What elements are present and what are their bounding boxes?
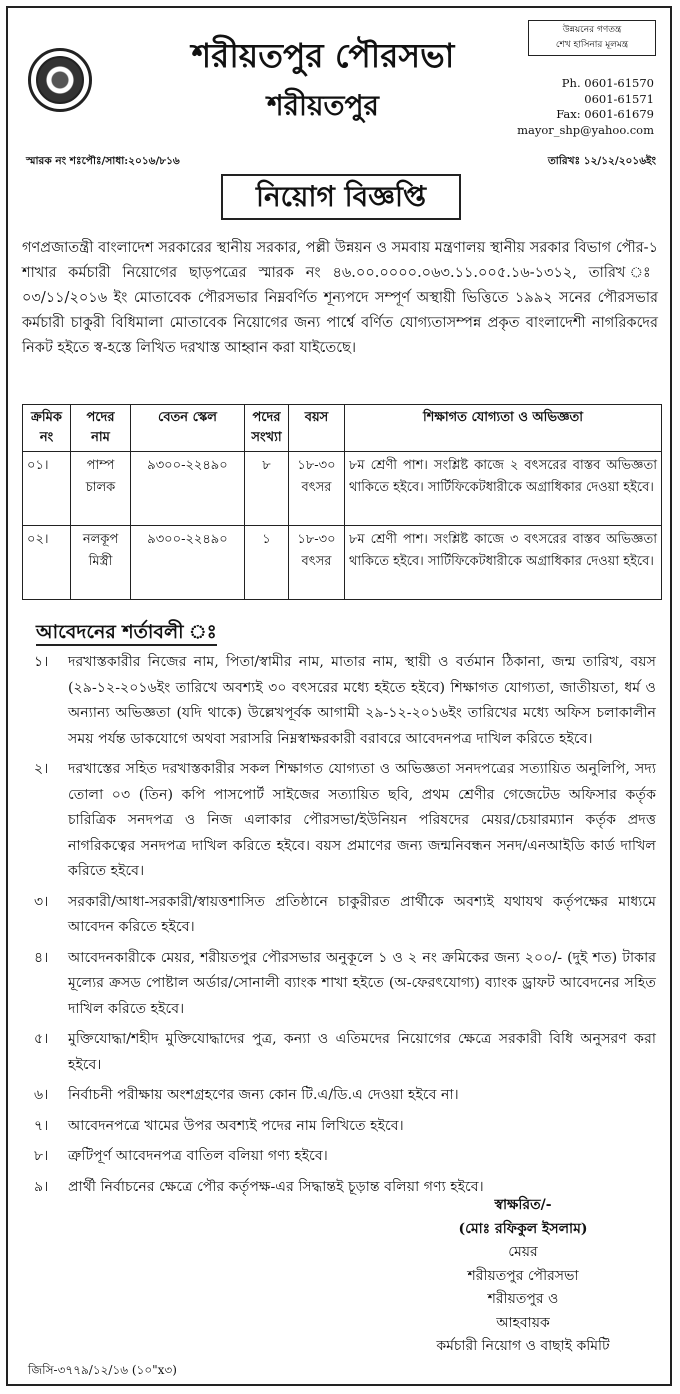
cell-serial: ০১। — [23, 452, 71, 526]
logo-emblem — [36, 56, 84, 104]
gd-code: জিসি-৩৭৭৯/১২/১৬ (১০"x৩) — [28, 1363, 177, 1377]
signatory-title-5: কর্মচারী নিয়োগ ও বাছাই কমিটি — [436, 1338, 610, 1354]
table-row — [23, 452, 662, 526]
cell-qualification: ৮ম শ্রেণী পাশ। সংশ্লিষ্ট কাজে ২ বৎসরের বাস্তব অভিজ্ঞতা থাকিতে হইবে। সার্টিফিকেটধারীকে অগ্রাধিকার দেওয়া হইবে। — [345, 452, 662, 526]
condition-item — [22, 650, 656, 752]
signatory-title-4: আহবায়ক — [496, 1314, 550, 1331]
reference-row — [26, 154, 656, 171]
header-post-line2: নাম — [91, 430, 110, 445]
org-subtitle: শরীয়তপুর — [267, 89, 379, 122]
header-serial — [23, 405, 71, 452]
condition-number: ৪। — [34, 949, 49, 966]
condition-number: ১। — [34, 654, 49, 670]
condition-item — [22, 890, 656, 941]
header-qualification: শিক্ষাগত যোগ্যতা ও অভিজ্ঞতা — [345, 405, 662, 452]
condition-text: দরখাস্তকারীর নিজের নাম, পিতা/স্বামীর নাম, মাতার নাম, স্থায়ী ও বর্তমান ঠিকানা, জন্ম তারিখ, বয়স (২৯-১২-২০১৬ইং তারিখে অবশ্যই ৩০ বৎসরের মধ্যে হইতে হইবে) শিক্ষাগত যোগ্যতা, জাতীয়তা, ধর্ম ও অন্যান্য অভিজ্ঞতা (যদি থাকে) উল্লেখপূর্বক আগামী ২৯-১২-২০১৬ইং তারিখের মধ্যে অফিস চলাকালীন সময় পর্যন্ত ডাকযোগে অথবা সরাসরি নিম্নস্বাক্ষরকারী বরাবরে আবেদনপত্র দাখিল করিতে হইবে। — [68, 654, 656, 747]
cell-post: পাম্প চালক — [71, 452, 131, 526]
header-post-line1: পদের — [86, 410, 115, 425]
municipality-logo — [28, 48, 92, 112]
email: mayor_shp@yahoo.com — [517, 122, 654, 137]
condition-text: আবেদনপত্রে খামের উপর অবশ্যই পদের নাম লিখিতে হইবে। — [68, 1117, 404, 1134]
signatory-title-3: শরীয়তপুর ও — [487, 1291, 559, 1307]
condition-item — [22, 757, 656, 885]
condition-number: ২। — [34, 761, 49, 777]
condition-item — [22, 1144, 656, 1170]
cell-count: ১ — [245, 526, 289, 600]
fax: Fax: 0601-61679 — [556, 107, 654, 121]
slogan-line-2: শেখ হাসিনার মূলমন্ত্র — [555, 40, 629, 50]
conditions-list — [22, 650, 656, 1205]
slogan-box — [528, 20, 656, 56]
cell-post: নলকূপ মিস্ত্রী — [71, 526, 131, 600]
condition-number: ৭। — [34, 1117, 49, 1134]
header-age: বয়স — [289, 405, 345, 452]
table-header-row — [23, 405, 662, 452]
condition-number: ৩। — [34, 893, 49, 910]
condition-text: মুক্তিযোদ্ধা/শহীদ মুক্তিযোদ্ধাদের পুত্র, কন্যা ও এতিমদের নিয়োগের ক্ষেত্রে সরকারী বিধি অনুসরণ করা হইবে। — [68, 1031, 656, 1073]
header-count — [245, 405, 289, 452]
header-post — [71, 405, 131, 452]
signatory-title-2: শরীয়তপুর পৌরসভা — [467, 1267, 579, 1284]
signatory-name: (মোঃ রফিকুল ইসলাম) — [458, 1220, 588, 1237]
signed-label: স্বাক্ষরিত/- — [494, 1197, 552, 1213]
signature-block — [388, 1194, 658, 1359]
cell-age: ১৮-৩০ বৎসর — [289, 526, 345, 600]
condition-item — [22, 946, 656, 1023]
condition-text: প্রার্থী নির্বাচনের ক্ষেত্রে পৌর কর্তৃপক্ষ-এর সিদ্ধান্তই চূড়ান্ত বলিয়া গণ্য হইবে। — [68, 1178, 484, 1195]
condition-number: ৫। — [34, 1031, 49, 1047]
notice-date: তারিখঃ ১২/১২/২০১৬ইং — [547, 155, 656, 167]
cell-scale: ৯৩০০-২২৪৯০ — [131, 452, 245, 526]
notice-title: নিয়োগ বিজ্ঞপ্তি — [221, 174, 461, 220]
header-serial-line2: নং — [39, 430, 54, 445]
notice-page — [6, 6, 672, 1386]
phone-2: 0601-61571 — [584, 91, 654, 106]
condition-item — [22, 1027, 656, 1078]
conditions-title: আবেদনের শর্তাবলী ঃ — [36, 620, 217, 646]
condition-text: ত্রুটিপূর্ণ আবেদনপত্র বাতিল বলিয়া গণ্য হইবে। — [68, 1148, 328, 1164]
header-count-line1: পদের — [252, 410, 281, 425]
table-row — [23, 526, 662, 600]
condition-text: দরখাস্তের সহিত দরখাস্তকারীর সকল শিক্ষাগত যোগ্যতা ও অভিজ্ঞতা সনদপত্রের সত্যায়িত অনুলিপি, সদ্য তোলা ০৩ (তিন) কপি পাসপোর্ট সাইজের সত্যায়িত ছবি, প্রথম শ্রেণীর গেজেটেড অফিসার কর্তৃক চারিত্রিক সনদপত্র ও নিজ এলাকার পৌরসভা/ইউনিয়ন পরিষদের মেয়র/চেয়ারম্যান কর্তৃক প্রদত্ত নাগরিকত্বের সনদপত্র দাখিল করিতে হইবে। বয়স প্রমাণের জন্য জন্মনিবন্ধন সনদ/এনআইডি কার্ড দাখিল করিতে হইবে। — [68, 761, 656, 879]
condition-item — [22, 1114, 656, 1140]
header-count-line2: সংখ্যা — [251, 430, 282, 445]
condition-number: ৮। — [34, 1148, 49, 1164]
org-title: শরীয়তপুর পৌরসভা — [191, 36, 455, 75]
memo-number: স্মারক নং শঃপৌঃ/সাধা:২০১৬/৮১৬ — [26, 155, 180, 167]
cell-scale: ৯৩০০-২২৪৯০ — [131, 526, 245, 600]
header-scale: বেতন স্কেল — [131, 405, 245, 452]
signatory-title-1: মেয়র — [508, 1244, 538, 1260]
cell-age: ১৮-৩০ বৎসর — [289, 452, 345, 526]
cell-count: ৮ — [245, 452, 289, 526]
cell-serial: ০২। — [23, 526, 71, 600]
condition-text: নির্বাচনী পরীক্ষায় অংশগ্রহণের জন্য কোন টি.এ/ডি.এ দেওয়া হইবে না। — [68, 1087, 459, 1103]
header-serial-line1: ক্রমিক — [31, 410, 62, 425]
contact-info — [517, 76, 654, 138]
condition-number: ৬। — [34, 1087, 49, 1103]
condition-item — [22, 1083, 656, 1109]
condition-number: ৯। — [34, 1178, 49, 1195]
intro-paragraph: গণপ্রজাতন্ত্রী বাংলাদেশ সরকারের স্থানীয় সরকার, পল্লী উন্নয়ন ও সমবায় মন্ত্রণালয় স্থানীয় সরকার বিভাগ পৌর-১ শাখার কর্মচারী নিয়োগের ছাড়পত্রের স্মারক নং ৪৬.০০.০০০০.০৬৩.১১.০০৫.১৬-১৩১২, তারিখ ঃ ০৩/১১/২০১৬ ইং মোতাবেক পৌরসভার নিম্নবর্ণিত শূন্যপদে সম্পূর্ণ অস্থায়ী ভিত্তিতে ১৯৯২ সনের পৌরসভার কর্মচারী চাকুরী বিধিমালা মোতাবেক নিয়োগের জন্য পার্শ্বে বর্ণিত যোগ্যতাসম্পন্ন প্রকৃত বাংলাদেশী নাগরিকদের নিকট হইতে স্ব-হস্তে লিখিত দরখাস্ত আহ্বান করা যাইতেছে। — [22, 240, 658, 356]
condition-text: আবেদনকারীকে মেয়র, শরীয়তপুর পৌরসভার অনুকূলে ১ ও ২ নং ক্রমিকের জন্য ২০০/- (দুই শত) টাকার মূল্যের ক্রসড পোষ্টাল অর্ডার/সোনালী ব্যাংক শাখা হইতে (অ-ফেরৎযোগ্য) ব্যাংক ড্রাফট আবেদনের সহিত দাখিল করিতে হইবে। — [68, 949, 656, 1017]
phone-1: Ph. 0601-61570 — [561, 76, 654, 90]
slogan-line-1: উন্নয়নের গণতন্ত্র — [562, 25, 622, 35]
vacancy-table — [22, 404, 662, 600]
cell-qualification: ৮ম শ্রেণী পাশ। সংশ্লিষ্ট কাজে ৩ বৎসরের বাস্তব অভিজ্ঞতা থাকিতে হইবে। সার্টিফিকেটধারীকে অগ্রাধিকার দেওয়া হইবে। — [345, 526, 662, 600]
condition-text: সরকারী/আধা-সরকারী/স্বায়ত্তশাসিত প্রতিষ্ঠানে চাকুরীরত প্রার্থীকে অবশ্যই যথাযথ কর্তৃপক্ষের মাধ্যমে আবেদন করিতে হইবে। — [68, 893, 656, 935]
